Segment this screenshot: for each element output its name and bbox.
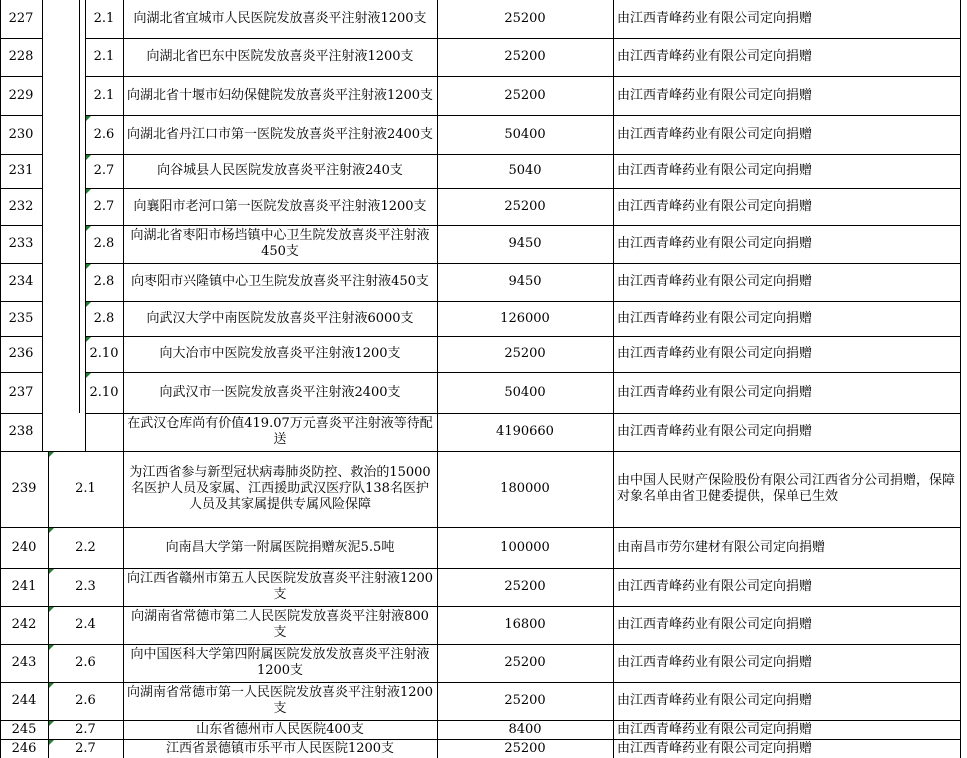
amount-cell-text: 100000 [500, 539, 550, 555]
amount-cell-text: 25200 [504, 579, 546, 594]
amount-cell-text: 25200 [504, 198, 546, 214]
amount-cell-text: 180000 [500, 481, 550, 496]
cell-indicator-icon [49, 452, 54, 457]
grid-line-horizontal [0, 739, 960, 740]
description-cell [123, 568, 437, 606]
description-cell-text: 向大冶市中医院发放喜炎平注射液1200支 [159, 346, 401, 361]
description-cell [123, 76, 437, 115]
sub-code-cell-text: 2.7 [93, 198, 115, 214]
amount-cell [437, 336, 613, 372]
description-cell-text: 向湖南省常德市第二人民医院发放喜炎平注射液800支 [131, 609, 429, 640]
row-number-cell [0, 568, 48, 606]
grid-line-vertical [960, 0, 961, 758]
note-cell-text: 由江西青峰药业有限公司定向捐赠 [617, 310, 813, 326]
row-number-cell-text: 239 [11, 481, 37, 496]
amount-cell-text: 25200 [504, 740, 546, 756]
sub-code-cell-text: 2.8 [93, 236, 115, 251]
row-number-cell [0, 336, 42, 372]
row-number-cell [0, 38, 42, 76]
row-number-cell [0, 644, 48, 682]
amount-cell-text: 9450 [508, 274, 542, 289]
grid-line-vertical [123, 0, 124, 758]
row-number-cell-text: 236 [8, 346, 34, 361]
cell-indicator-icon [49, 683, 54, 688]
sub-code-cell [85, 76, 123, 115]
sub-code-cell [85, 0, 123, 38]
description-cell [123, 606, 437, 644]
grid-line-horizontal [0, 225, 42, 226]
amount-cell [437, 606, 613, 644]
description-cell-text: 向湖北省巴东中医院发放喜炎平注射液1200支 [146, 49, 414, 64]
row-number-cell-text: 227 [8, 11, 34, 26]
sub-code-cell [48, 606, 123, 644]
sub-code-cell-text: 2.6 [75, 693, 96, 708]
note-cell [613, 413, 960, 451]
grid-line-horizontal [0, 606, 960, 607]
sub-code-cell [48, 527, 123, 568]
sub-code-cell [85, 372, 123, 413]
amount-cell [437, 682, 613, 720]
description-cell [123, 188, 437, 225]
amount-cell [437, 154, 613, 188]
description-cell [123, 720, 437, 739]
sub-code-cell [48, 568, 123, 606]
description-cell [123, 739, 437, 758]
note-cell [613, 527, 960, 568]
description-cell [123, 115, 437, 154]
description-cell-text: 江西省景德镇市乐平市人民医院1200支 [165, 740, 395, 756]
amount-cell-text: 16800 [504, 617, 546, 632]
row-number-cell-text: 230 [8, 126, 34, 142]
row-number-cell-text: 233 [8, 236, 34, 251]
grid-line-vertical [48, 451, 49, 758]
description-cell [123, 301, 437, 336]
amount-cell [437, 188, 613, 225]
row-number-cell-text: 245 [11, 721, 37, 737]
grid-line-horizontal [0, 263, 42, 264]
description-cell-text: 向湖北省枣阳市杨垱镇中心卫生院发放喜炎平注射液450支 [130, 228, 430, 259]
amount-cell [437, 720, 613, 739]
grid-line-vertical [85, 0, 86, 451]
cell-indicator-icon [49, 721, 54, 726]
description-cell [123, 263, 437, 301]
sub-code-cell [48, 644, 123, 682]
sub-code-cell-text: 2.7 [93, 163, 115, 178]
amount-cell [437, 301, 613, 336]
row-number-cell [0, 682, 48, 720]
row-number-cell-text: 244 [11, 693, 37, 708]
row-number-cell [0, 76, 42, 115]
grid-line-horizontal [0, 682, 960, 683]
sub-code-cell [48, 451, 123, 527]
amount-cell [437, 115, 613, 154]
cell-indicator-icon [86, 226, 91, 231]
description-cell [123, 644, 437, 682]
row-number-cell [0, 154, 42, 188]
description-cell [123, 413, 437, 451]
row-number-cell [0, 263, 42, 301]
amount-cell [437, 38, 613, 76]
amount-cell [437, 527, 613, 568]
grid-line-horizontal [85, 263, 960, 264]
note-cell [613, 38, 960, 76]
description-cell [123, 0, 437, 38]
grid-line-horizontal [85, 372, 960, 373]
sub-code-cell [48, 739, 123, 758]
sub-code-cell-text: 2.1 [93, 11, 115, 26]
note-cell-text: 由江西青峰药业有限公司定向捐赠 [617, 384, 813, 400]
note-cell-text: 由南昌市劳尔建材有限公司定向捐赠 [617, 539, 826, 555]
grid-line-horizontal [85, 336, 960, 337]
row-number-cell [0, 606, 48, 644]
description-cell-text: 在武汉仓库尚有价值419.07万元喜炎平注射液等待配送 [127, 416, 433, 447]
grid-line-horizontal [85, 38, 960, 39]
description-cell [123, 372, 437, 413]
amount-cell [437, 263, 613, 301]
description-cell [123, 451, 437, 527]
note-cell [613, 0, 960, 38]
note-cell-text: 由江西青峰药业有限公司定向捐赠 [617, 721, 813, 737]
description-cell [123, 682, 437, 720]
amount-cell-text: 50400 [504, 384, 546, 400]
description-cell-text: 为江西省参与新型冠状病毒肺炎防控、救治的15000名医护人员及家属、江西援助武汉医疗队138名医护人员及其家属提供专属风险保障 [129, 465, 431, 512]
row-number-cell-text: 243 [11, 655, 37, 670]
description-cell-text: 向武汉市一医院发放喜炎平注射液2400支 [159, 384, 401, 400]
cell-indicator-icon [86, 155, 91, 160]
row-number-cell [0, 372, 42, 413]
description-cell [123, 154, 437, 188]
row-number-cell [0, 115, 42, 154]
sub-code-cell [48, 682, 123, 720]
grid-line-horizontal [0, 720, 960, 721]
grid-line-horizontal [0, 372, 42, 373]
note-cell [613, 606, 960, 644]
cell-indicator-icon [86, 264, 91, 269]
note-cell [613, 263, 960, 301]
row-number-cell-text: 238 [8, 424, 34, 439]
row-number-cell-text: 237 [8, 384, 34, 400]
amount-cell [437, 739, 613, 758]
description-cell-text: 向湖北省丹江口市第一医院发放喜炎平注射液2400支 [126, 126, 434, 142]
cell-indicator-icon [49, 645, 54, 650]
row-number-cell [0, 225, 42, 263]
row-number-cell-text: 235 [8, 310, 34, 326]
description-cell [123, 38, 437, 76]
note-cell-text: 由江西青峰药业有限公司定向捐赠 [617, 424, 813, 439]
amount-cell-text: 25200 [504, 87, 546, 103]
note-cell-text: 由江西青峰药业有限公司定向捐赠 [617, 693, 813, 708]
sub-code-cell-text: 2.3 [75, 579, 96, 594]
amount-cell-text: 25200 [504, 49, 546, 64]
cell-indicator-icon [49, 528, 54, 533]
description-cell-text: 向湖南省常德市第一人民医院发放喜炎平注射液1200支 [126, 685, 434, 716]
grid-line-vertical [79, 0, 80, 413]
grid-line-vertical [42, 0, 43, 451]
cell-indicator-icon [86, 302, 91, 307]
row-number-cell-text: 240 [11, 539, 37, 555]
sub-code-cell [85, 38, 123, 76]
amount-cell [437, 372, 613, 413]
note-cell [613, 372, 960, 413]
description-cell-text: 山东省德州市人民医院400支 [196, 721, 364, 737]
amount-cell-text: 9450 [508, 236, 542, 251]
note-cell [613, 301, 960, 336]
grid-line-horizontal [0, 154, 42, 155]
note-cell [613, 115, 960, 154]
grid-line-horizontal [0, 76, 42, 77]
row-number-cell-text: 231 [8, 163, 34, 178]
description-cell-text: 向襄阳市老河口第一医院发放喜炎平注射液1200支 [133, 198, 427, 214]
amount-cell [437, 0, 613, 38]
grid-line-horizontal [0, 451, 960, 452]
description-cell-text: 向武汉大学中南医院发放喜炎平注射液6000支 [146, 310, 414, 326]
note-cell-text: 由江西青峰药业有限公司定向捐赠 [617, 740, 813, 756]
row-number-cell [0, 0, 42, 38]
note-cell [613, 154, 960, 188]
row-number-cell-text: 246 [11, 740, 37, 756]
cell-indicator-icon [86, 373, 91, 378]
grid-line-horizontal [0, 115, 42, 116]
sub-code-cell-text: 2.10 [89, 346, 119, 361]
sub-code-cell-text: 2.2 [75, 539, 96, 555]
cell-indicator-icon [86, 116, 91, 121]
grid-line-horizontal [85, 301, 960, 302]
amount-cell [437, 451, 613, 527]
sub-code-cell-text: 2.8 [93, 310, 115, 326]
note-cell-text: 由中国人民财产保险股份有限公司江西省分公司捐赠，保障对象名单由省卫健委提供，保单已生效 [617, 473, 956, 504]
row-number-cell [0, 413, 42, 451]
note-cell [613, 568, 960, 606]
sub-code-cell [85, 413, 123, 451]
cell-indicator-icon [49, 569, 54, 574]
note-cell-text: 由江西青峰药业有限公司定向捐赠 [617, 163, 813, 178]
grid-line-horizontal [0, 527, 960, 528]
sub-code-cell-text: 2.8 [93, 274, 115, 289]
row-number-cell [0, 451, 48, 527]
note-cell-text: 由江西青峰药业有限公司定向捐赠 [617, 346, 813, 361]
note-cell-text: 由江西青峰药业有限公司定向捐赠 [617, 236, 813, 251]
note-cell [613, 76, 960, 115]
grid-line-horizontal [85, 188, 960, 189]
note-cell-text: 由江西青峰药业有限公司定向捐赠 [617, 579, 813, 594]
description-cell-text: 向南昌大学第一附属医院捐赠灰泥5.5吨 [165, 539, 395, 555]
note-cell [613, 225, 960, 263]
note-cell-text: 由江西青峰药业有限公司定向捐赠 [617, 655, 813, 670]
amount-cell-text: 50400 [504, 126, 546, 142]
row-number-cell-text: 234 [8, 274, 34, 289]
grid-line-vertical [437, 0, 438, 758]
row-number-cell-text: 241 [11, 579, 37, 594]
sub-code-cell [48, 720, 123, 739]
grid-line-horizontal [0, 38, 42, 39]
description-cell-text: 向湖北省宜城市人民医院发放喜炎平注射液1200支 [133, 11, 427, 26]
row-number-cell-text: 242 [11, 617, 37, 632]
grid-line-horizontal [0, 301, 42, 302]
note-cell [613, 188, 960, 225]
amount-cell [437, 76, 613, 115]
sub-code-cell-text: 2.6 [93, 126, 115, 142]
grid-line-horizontal [85, 413, 960, 414]
amount-cell-text: 5040 [508, 163, 542, 178]
amount-cell-text: 126000 [500, 310, 550, 326]
note-cell-text: 由江西青峰药业有限公司定向捐赠 [617, 87, 813, 103]
sub-code-cell-text: 2.1 [93, 87, 115, 103]
sub-code-cell-text: 2.7 [75, 740, 96, 756]
amount-cell-text: 4190660 [496, 424, 554, 439]
grid-line-horizontal [0, 413, 42, 414]
row-number-cell-text: 229 [8, 87, 34, 103]
note-cell-text: 由江西青峰药业有限公司定向捐赠 [617, 617, 813, 632]
note-cell [613, 720, 960, 739]
grid-line-vertical [0, 0, 1, 758]
note-cell [613, 336, 960, 372]
description-cell [123, 225, 437, 263]
description-cell-text: 向谷城县人民医院发放喜炎平注射液240支 [157, 163, 403, 178]
amount-cell [437, 413, 613, 451]
note-cell [613, 739, 960, 758]
description-cell-text: 向枣阳市兴隆镇中心卫生院发放喜炎平注射液450支 [131, 274, 429, 289]
grid-line-vertical [613, 0, 614, 758]
note-cell [613, 644, 960, 682]
sub-code-cell-text: 2.10 [89, 384, 119, 400]
amount-cell-text: 8400 [508, 721, 542, 737]
description-cell [123, 336, 437, 372]
description-cell-text: 向江西省赣州市第五人民医院发放喜炎平注射液1200支 [126, 571, 434, 602]
note-cell [613, 682, 960, 720]
amount-cell-text: 25200 [504, 693, 546, 708]
note-cell [613, 451, 960, 527]
description-cell-text: 向中国医科大学第四附属医院发放发放喜炎平注射液1200支 [130, 647, 430, 678]
grid-line-horizontal [0, 188, 42, 189]
note-cell-text: 由江西青峰药业有限公司定向捐赠 [617, 11, 813, 26]
note-cell-text: 由江西青峰药业有限公司定向捐赠 [617, 126, 813, 142]
grid-line-horizontal [85, 115, 960, 116]
cell-indicator-icon [86, 189, 91, 194]
row-number-cell [0, 188, 42, 225]
description-cell-text: 向湖北省十堰市妇幼保健院发放喜炎平注射液1200支 [126, 87, 434, 103]
amount-cell [437, 644, 613, 682]
amount-cell-text: 25200 [504, 655, 546, 670]
grid-line-horizontal [0, 336, 42, 337]
sub-code-cell-text: 2.4 [75, 617, 96, 632]
note-cell-text: 由江西青峰药业有限公司定向捐赠 [617, 274, 813, 289]
sub-code-cell-text: 2.6 [75, 655, 96, 670]
amount-cell-text: 25200 [504, 346, 546, 361]
cell-indicator-icon [49, 607, 54, 612]
sub-code-cell-text: 2.1 [93, 49, 115, 64]
grid-line-horizontal [85, 154, 960, 155]
row-number-cell [0, 739, 48, 758]
sub-code-cell-text: 2.1 [75, 481, 96, 496]
amount-cell [437, 568, 613, 606]
amount-cell [437, 225, 613, 263]
cell-indicator-icon [86, 337, 91, 342]
grid-line-horizontal [85, 76, 960, 77]
row-number-cell [0, 301, 42, 336]
amount-cell-text: 25200 [504, 11, 546, 26]
grid-line-horizontal [0, 644, 960, 645]
note-cell-text: 由江西青峰药业有限公司定向捐赠 [617, 49, 813, 64]
description-cell [123, 527, 437, 568]
grid-line-horizontal [0, 568, 960, 569]
note-cell-text: 由江西青峰药业有限公司定向捐赠 [617, 198, 813, 214]
cell-indicator-icon [49, 740, 54, 745]
row-number-cell-text: 228 [8, 49, 34, 64]
row-number-cell [0, 527, 48, 568]
grid-line-horizontal [85, 225, 960, 226]
row-number-cell-text: 232 [8, 198, 34, 214]
row-number-cell [0, 720, 48, 739]
sub-code-cell-text: 2.7 [75, 721, 96, 737]
